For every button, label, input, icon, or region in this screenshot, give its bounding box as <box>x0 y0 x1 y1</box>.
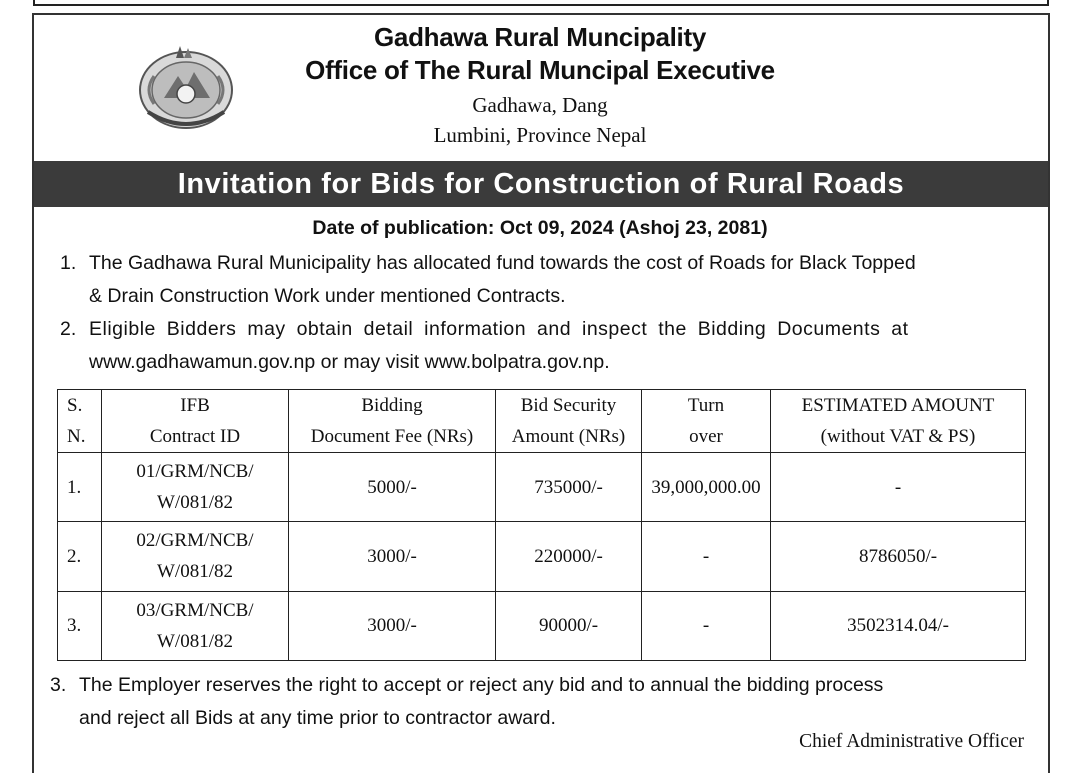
table-row <box>58 591 1026 660</box>
notice-title-banner: Invitation for Bids for Construction of Rural Roads <box>34 161 1048 207</box>
item-text-line: and reject all Bids at any time prior to contractor award. <box>79 707 556 729</box>
cell-turnover: - <box>642 591 771 660</box>
cell-sn: 3. <box>58 591 102 660</box>
notice-item-2 <box>60 313 1030 379</box>
signatory-title: Chief Administrative Officer <box>799 731 1024 752</box>
website-links-line: www.gadhawamun.gov.np or may visit www.bolpatra.gov.np. <box>89 351 610 373</box>
item-text-line: Eligible Bidders may obtain detail information and inspect the Bidding Documents at <box>89 318 909 340</box>
cell-contract-id: 03/GRM/NCB/ W/081/82 <box>102 591 289 660</box>
cell-turnover: - <box>642 522 771 591</box>
address-line-2: Lumbini, Province Nepal <box>433 123 647 147</box>
cell-estimated-amount: 3502314.04/- <box>771 591 1026 660</box>
cell-bid-security: 735000/- <box>496 453 642 522</box>
cell-contract-id: 01/GRM/NCB/ W/081/82 <box>102 453 289 522</box>
contracts-table <box>57 389 1026 661</box>
col-header-estimated-amount: ESTIMATED AMOUNT (without VAT & PS) <box>771 390 1026 453</box>
municipality-name: Gadhawa Rural Muncipality <box>373 22 706 52</box>
office-name: Office of The Rural Muncipal Executive <box>305 55 775 85</box>
cell-bid-security: 90000/- <box>496 591 642 660</box>
notice-item-3 <box>50 669 1030 735</box>
cell-bid-security: 220000/- <box>496 522 642 591</box>
item-text-line: The Gadhawa Rural Municipality has allocated fund towards the cost of Roads for Black Topped <box>89 252 916 274</box>
item-number: 1. <box>60 252 77 274</box>
previous-notice-frame <box>33 0 1049 6</box>
cell-document-fee: 3000/- <box>289 522 496 591</box>
col-header-document-fee: Bidding Document Fee (NRs) <box>289 390 496 453</box>
col-header-sn: S. N. <box>58 390 102 453</box>
item-text-line: & Drain Construction Work under mentioned Contracts. <box>89 285 566 307</box>
notice-item-1 <box>60 247 1030 313</box>
table-row <box>58 453 1026 522</box>
cell-estimated-amount: - <box>771 453 1026 522</box>
publication-date: Date of publication: Oct 09, 2024 (Ashoj 23, 2081) <box>312 217 768 239</box>
cell-sn: 1. <box>58 453 102 522</box>
table-header-row <box>58 390 1026 453</box>
cell-document-fee: 3000/- <box>289 591 496 660</box>
cell-document-fee: 5000/- <box>289 453 496 522</box>
address-line-1: Gadhawa, Dang <box>472 93 608 117</box>
cell-contract-id: 02/GRM/NCB/ W/081/82 <box>102 522 289 591</box>
col-header-turnover: Turn over <box>642 390 771 453</box>
item-number: 2. <box>60 318 77 340</box>
col-header-bid-security: Bid Security Amount (NRs) <box>496 390 642 453</box>
item-text-line: The Employer reserves the right to accept or reject any bid and to annual the bidding process <box>79 674 884 696</box>
col-header-contract-id: IFB Contract ID <box>102 390 289 453</box>
table-row <box>58 522 1026 591</box>
cell-sn: 2. <box>58 522 102 591</box>
cell-estimated-amount: 8786050/- <box>771 522 1026 591</box>
cell-turnover: 39,000,000.00 <box>642 453 771 522</box>
item-number: 3. <box>50 674 67 696</box>
